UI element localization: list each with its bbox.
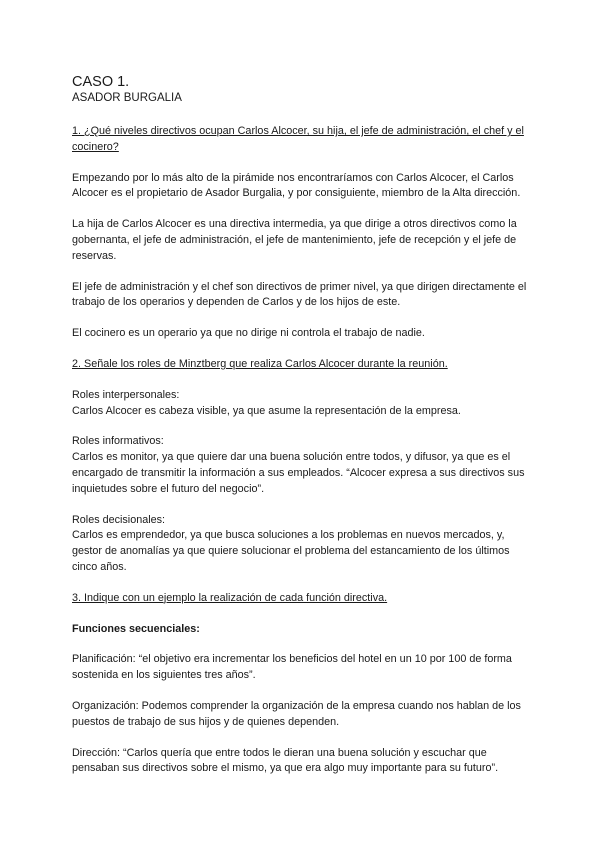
answer-1-paragraph-2: La hija de Carlos Alcocer es una directiva intermedia, ya que dirige a otros directivos como la gobernanta, el jefe de administración, el jefe de mantenimiento, jefe de recepción y el jefe de reservas. bbox=[72, 218, 517, 262]
roles-interpersonales bbox=[72, 388, 530, 420]
roles-decisionales bbox=[72, 513, 530, 576]
direccion-paragraph: Dirección: “Carlos quería que entre todos le dieran una buena solución y escuchar que pensaban sus directivos sobre el mismo, ya que era algo muy importante para su futuro”. bbox=[72, 746, 499, 775]
case-title: CASO 1. bbox=[72, 74, 130, 90]
planificacion-paragraph: Planificación: “el objetivo era incrementar los beneficios del hotel en un 10 por 100 de forma sostenida en los siguientes tres años”. bbox=[72, 653, 512, 682]
answer-1-paragraph-4: El cocinero es un operario ya que no dirige ni controla el trabajo de nadie. bbox=[72, 327, 425, 340]
roles-informativos bbox=[72, 434, 530, 497]
roles-interpersonales-heading: Roles interpersonales: bbox=[72, 388, 180, 401]
roles-informativos-heading: Roles informativos: bbox=[72, 435, 164, 448]
question-2: 2. Señale los roles de Minztberg que realiza Carlos Alcocer durante la reunión. bbox=[72, 357, 448, 370]
roles-decisionales-text: Carlos es emprendedor, ya que busca soluciones a los problemas en nuevos mercados, y, gestor de anomalías ya que quiere solucionar el problema del estancamiento de los últimos cinco años. bbox=[72, 529, 510, 573]
answer-1-paragraph-3: El jefe de administración y el chef son directivos de primer nivel, ya que dirigen directamente el trabajo de los operarios y dependen de Carlos y de los hijos de este. bbox=[72, 280, 527, 309]
roles-informativos-text: Carlos es monitor, ya que quiere dar una buena solución entre todos, y difusor, ya que es el encargado de transmitir la información a sus empleados. “Alcocer expresa a sus directivos sus inquietudes sobre el futuro del negocio”. bbox=[72, 451, 525, 495]
roles-interpersonales-text: Carlos Alcocer es cabeza visible, ya que asume la representación de la empresa. bbox=[72, 404, 461, 417]
roles-decisionales-heading: Roles decisionales: bbox=[72, 513, 166, 526]
case-subtitle: ASADOR BURGALIA bbox=[72, 92, 182, 104]
funciones-heading: Funciones secuenciales: bbox=[72, 622, 200, 635]
organizacion-paragraph: Organización: Podemos comprender la organización de la empresa cuando nos hablan de los puestos de trabajo de sus hijos y de quienes dependen. bbox=[72, 699, 521, 728]
answer-1-paragraph-1: Empezando por lo más alto de la pirámide nos encontraríamos con Carlos Alcocer, el Carlos Alcocer es el propietario de Asador Burgalia, y por consiguiente, miembro de la Alta dirección. bbox=[72, 171, 521, 200]
question-3: 3. Indique con un ejemplo la realización de cada función directiva. bbox=[72, 591, 388, 604]
question-1: 1. ¿Qué niveles directivos ocupan Carlos Alcocer, su hija, el jefe de administración, el chef y el cocinero? bbox=[72, 125, 524, 153]
